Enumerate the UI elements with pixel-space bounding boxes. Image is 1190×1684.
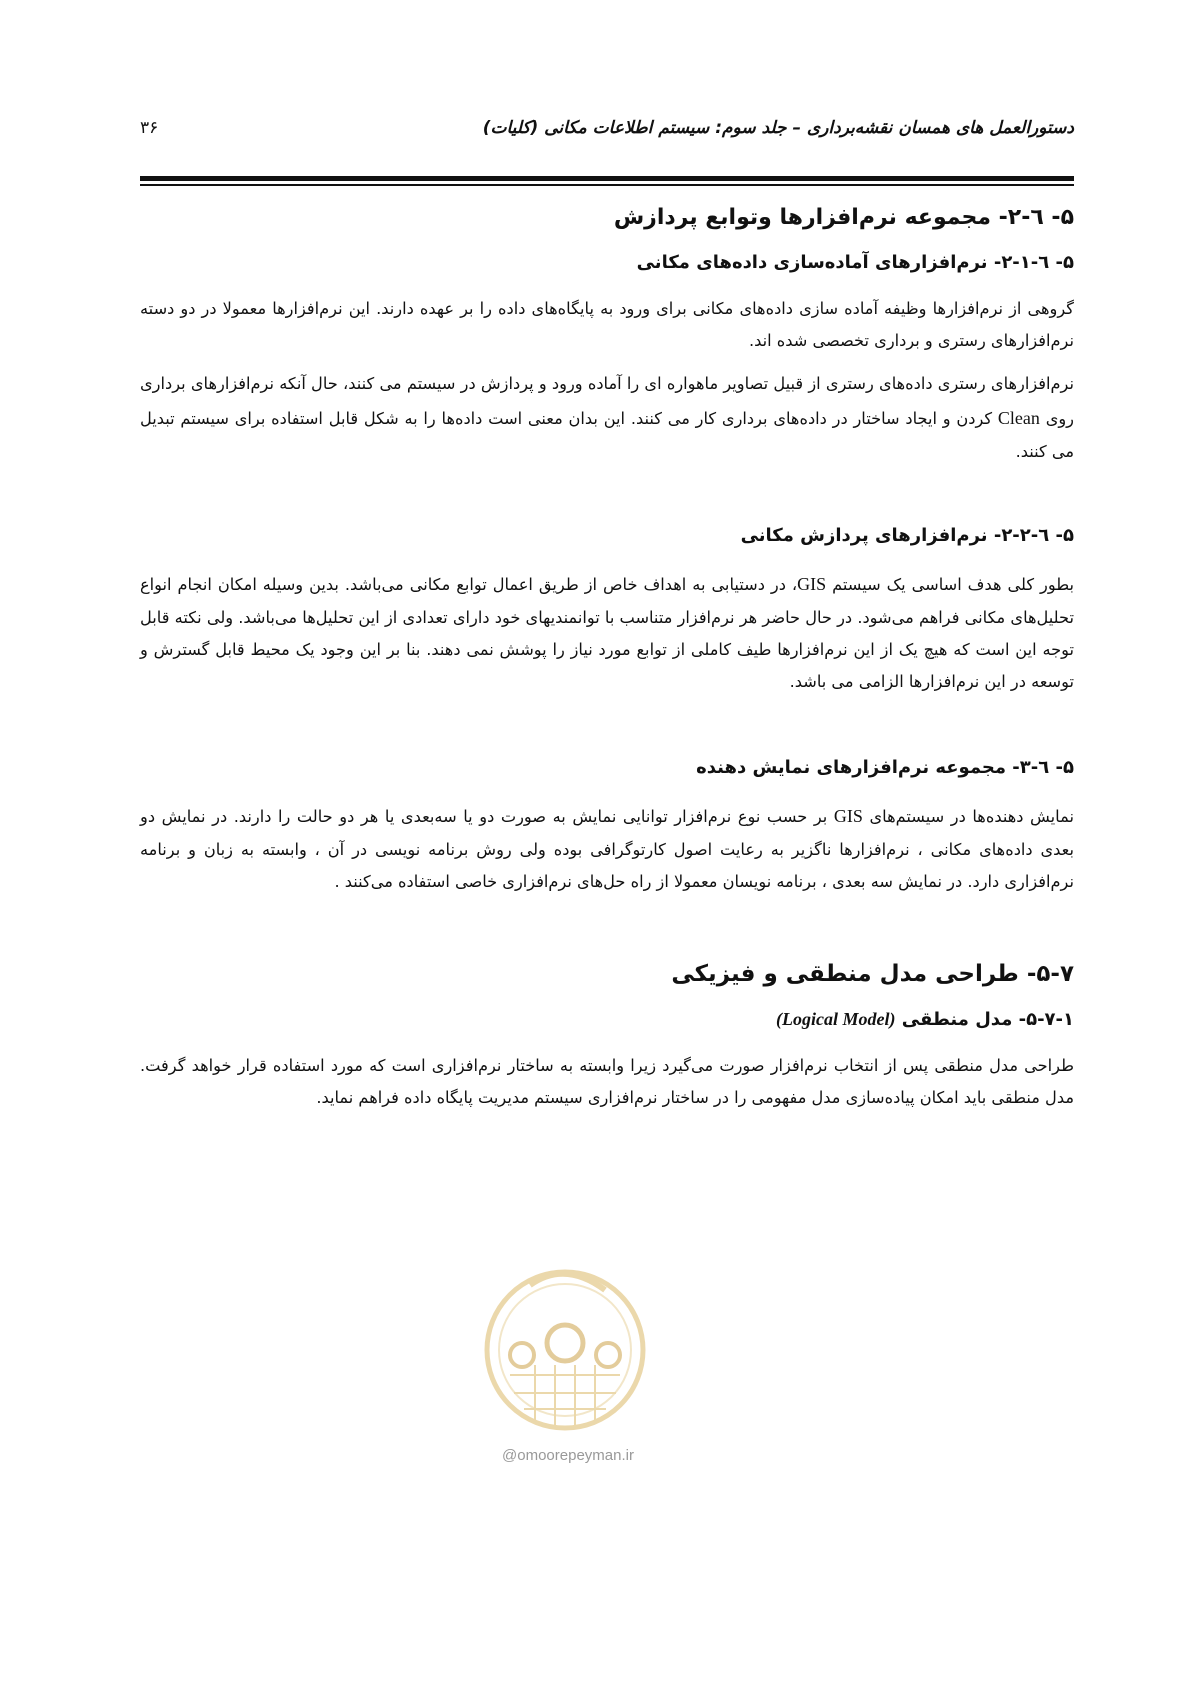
paragraph-text: نمایش دهنده‌ها در سیستم‌های	[869, 806, 1074, 826]
paragraph	[140, 798, 1074, 899]
subsection-heading: ۵- ٦-۲-۲- نرم‌افزارهای پردازش مکانی	[740, 524, 1074, 546]
paragraph-text: کردن و ایجاد ساختار در داده‌های برداری کار می کنند. این بدان معنی است داده‌ها را به شکل قابل استفاده برای سیستم تبدیل می کنند.	[140, 409, 1074, 462]
subsection-heading: ۵- ٦-۳- مجموعه نرم‌افزارهای نمایش دهنده	[696, 756, 1074, 778]
section-heading: ۵- ٦-۲- مجموعه نرم‌افزارها وتوابع پردازش	[613, 205, 1074, 230]
header-rule-thick	[140, 176, 1074, 181]
paragraph-text: بطور کلی هدف اساسی یک سیستم	[832, 574, 1074, 594]
paragraph: گروهی از نرم‌افزارها وظیفه آماده سازی داده‌های مکانی برای ورود به پایگاه‌های داده را بر عهده دارند. این نرم‌افزارها معمولا در دو دسته نرم‌افزارهای رستری و برداری تخصصی شده اند.	[140, 299, 1074, 351]
header-rule-thin	[140, 184, 1074, 186]
paragraph-text: ، در دستیابی به اهداف خاص از طریق اعمال توابع مکانی می‌باشد. بدین وسیله امکان انجام انواع تحلیل‌های مکانی فراهم می‌شود. در حال حاضر هر نرم‌افزار متناسب با توانمندیهای خود دارای تعدادی از این تحلیل‌ها می‌باشد. ولی نکته قابل توجه این است که هیچ یک از این نرم‌افزارها طیف کاملی از توابع مورد نیاز را پوشش نمی دهند. بنا بر این وجود یک محیط قابل گسترش و توسعه در این نرم‌افزارها الزامی می باشد.	[140, 574, 1074, 692]
heading-text: ۵-۷-۱- مدل منطقی	[901, 1008, 1074, 1030]
page-header	[140, 118, 1074, 138]
publisher-seal-watermark	[480, 1255, 650, 1445]
latin-term: GIS	[797, 573, 827, 594]
paragraph-text: نرم‌افزارهای رستری داده‌های رستری از قبیل تصاویر ماهواره ای را آماده ورود و پردازش در سیستم می کنند، حال آنکه نرم‌افزارهای برداری روی	[140, 373, 1074, 429]
latin-term: GIS	[833, 805, 863, 826]
page-number: ۳۶	[140, 118, 159, 138]
paragraph: طراحی مدل منطقی پس از انتخاب نرم‌افزار صورت می‌گیرد زیرا وابسته به ساختار نرم‌افزاری است که مورد استفاده قرار خواهد گرفت. مدل منطقی باید امکان پیاده‌سازی مدل مفهومی را در ساختار نرم‌افزاری سیستم مدیریت پایگاه داده فراهم نماید.	[140, 1055, 1074, 1108]
running-title: دستورالعمل های همسان نقشه‌برداری – جلد سوم: سیستم اطلاعات مکانی (کلیات)	[482, 118, 1074, 138]
subsection-heading	[140, 1009, 1074, 1030]
page-body	[140, 205, 1074, 1124]
paragraph	[140, 368, 1074, 469]
paragraph-text: بر حسب نوع نرم‌افزار توانایی نمایش به صورت دو یا سه‌بعدی یا هر دو حالت را دارند. در نمایش دو بعدی داده‌های مکانی ، نرم‌افزارها ناگزیر به رعایت اصول کارتوگرافی بوده ولی روش برنامه نویسی در آن ، وابسته به زبان و برنامه نرم‌افزاری دارد. در نمایش سه بعدی ، برنامه نویسان معمولا از راه حل‌های نرم‌افزاری خاصی استفاده می‌کنند .	[140, 806, 1074, 892]
latin-term: (Logical Model)	[775, 1008, 896, 1029]
watermark-url: @omoorepeyman.ir	[502, 1447, 634, 1464]
latin-term: Clean	[997, 408, 1040, 429]
paragraph	[140, 566, 1074, 699]
section-heading: ۵-۷- طراحی مدل منطقی و فیزیکی	[671, 960, 1074, 987]
subsection-heading: ۵- ٦-۲-۱- نرم‌افزارهای آماده‌سازی داده‌های مکانی	[636, 252, 1074, 273]
